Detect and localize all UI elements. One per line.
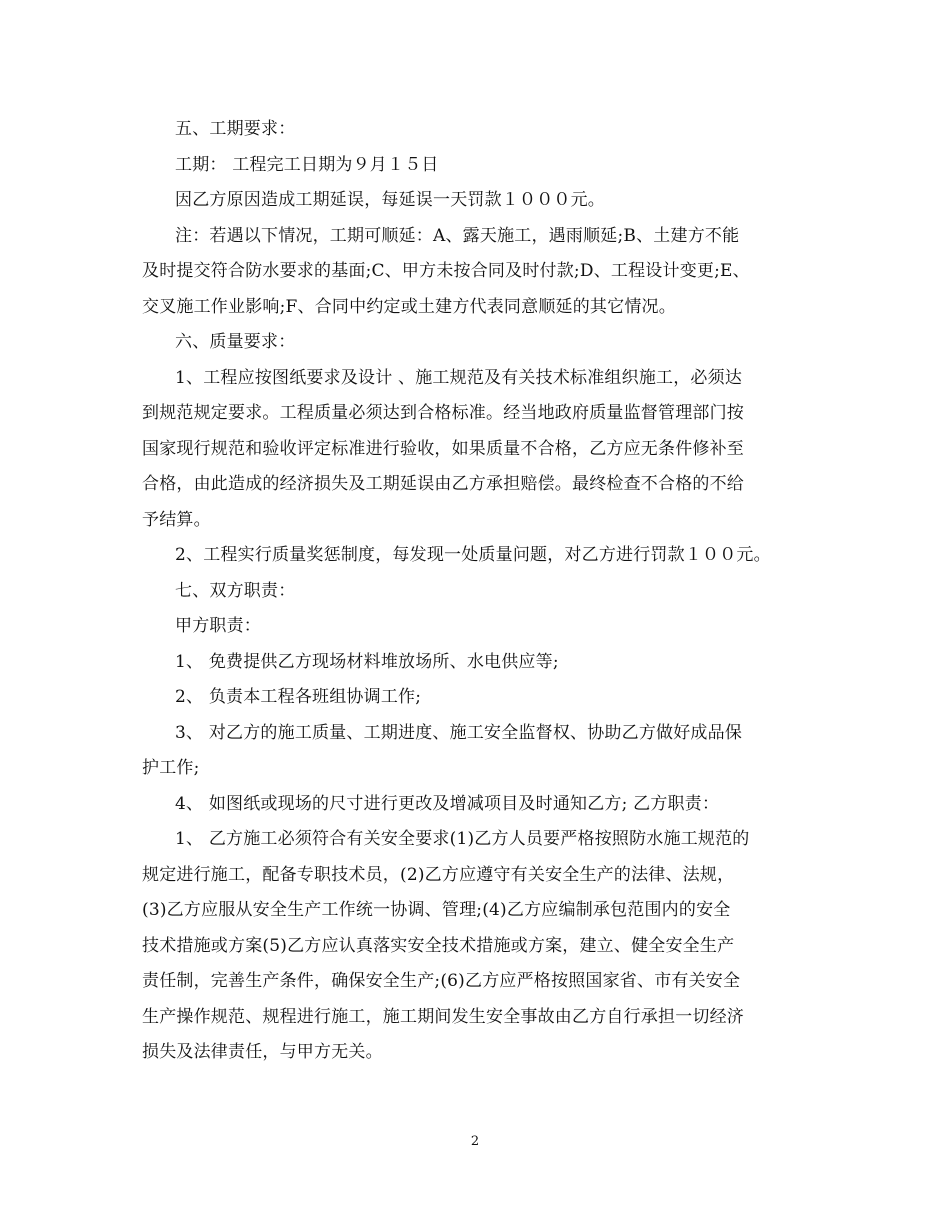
- paragraph-line: 交叉施工作业影响;F、合同中约定或土建方代表同意顺延的其它情况。: [142, 296, 676, 317]
- paragraph-line: 合格，由此造成的经济损失及工期延误由乙方承担赔偿。最终检查不合格的不给: [142, 474, 744, 494]
- paragraph-line: (3)乙方应服从安全生产工作统一协调、管理;(4)乙方应编制承包范围内的安全: [142, 900, 731, 920]
- paragraph-line: 予结算。: [142, 509, 211, 530]
- paragraph-line: 规定进行施工，配备专职技术员，(2)乙方应遵守有关安全生产的法律、法规，: [142, 864, 735, 885]
- paragraph-line: 责任制，完善生产条件，确保安全生产;(6)乙方应严格按照国家省、市有关安全: [142, 971, 741, 991]
- paragraph-line: 及时提交符合防水要求的基面;C、甲方未按合同及时付款;D、工程设计变更;E、: [142, 261, 750, 281]
- document-body: [142, 112, 822, 1071]
- section-heading-schedule: 五、工期要求：: [175, 119, 296, 139]
- paragraph-line: 1、工程应按图纸要求及设计 、施工规范及有关技术标准组织施工，必须达: [175, 367, 743, 388]
- paragraph-line: 到规范规定要求。工程质量必须达到合格标准。经当地政府质量监督管理部门按: [142, 403, 744, 423]
- paragraph-line: 技术措施或方案(5)乙方应认真落实安全技术措施或方案，建立、健全安全生产: [142, 935, 735, 956]
- paragraph-line: 生产操作规范、规程进行施工，施工期间发生安全事故由乙方自行承担一切经济: [142, 1006, 744, 1027]
- list-item-continuation: 护工作;: [142, 758, 200, 778]
- page-number: 2: [470, 1134, 480, 1149]
- section-heading-duties: 七、双方职责：: [175, 580, 296, 601]
- paragraph-line: 国家现行规范和验收评定标准进行验收，如果质量不合格，乙方应无条件修补至: [142, 438, 744, 459]
- paragraph-line: 注：若遇以下情况，工期可顺延：A、露天施工，遇雨顺延;B、土建方不能: [175, 225, 740, 246]
- list-item: 1、 免费提供乙方现场材料堆放场所、水电供应等;: [175, 651, 559, 672]
- list-item: 3、 对乙方的施工质量、工期进度、施工安全监督权、协助乙方做好成品保: [175, 722, 743, 743]
- section-heading-quality: 六、质量要求：: [175, 332, 296, 352]
- list-item: 4、 如图纸或现场的尺寸进行更改及增减项目及时通知乙方; 乙方职责：: [175, 793, 720, 814]
- paragraph-line: 2、工程实行质量奖惩制度，每发现一处质量问题，对乙方进行罚款１００元。: [175, 545, 771, 565]
- list-item: 1、 乙方施工必须符合有关安全要求(1)乙方人员要严格按照防水施工规范的: [175, 829, 750, 849]
- subheading-party-a-duties: 甲方职责：: [175, 616, 261, 636]
- paragraph-line: 因乙方原因造成工期延误，每延误一天罚款１０００元。: [175, 190, 605, 210]
- paragraph-line: 损失及法律责任，与甲方无关。: [142, 1042, 383, 1062]
- paragraph-line: 工期： 工程完工日期为９月１５日: [175, 154, 439, 175]
- list-item: 2、 负责本工程各班组协调工作;: [175, 687, 422, 707]
